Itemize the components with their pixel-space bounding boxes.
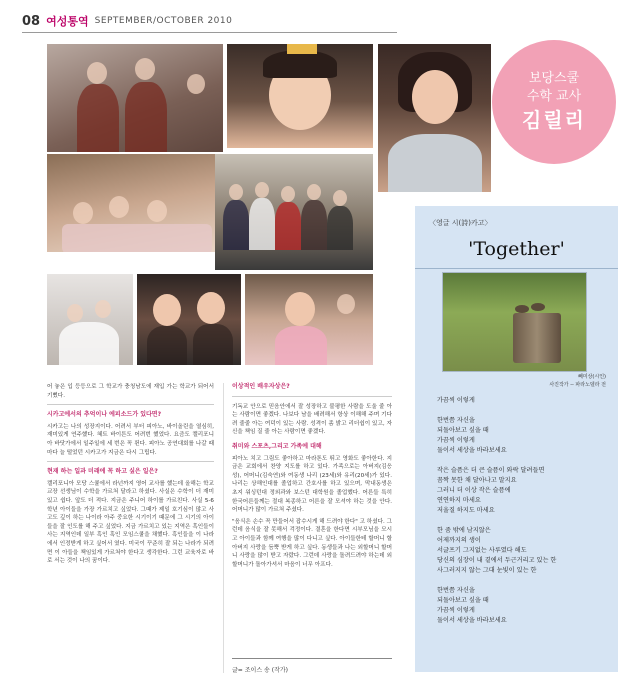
article-author: 글= 조이스 송 (작가)	[232, 667, 289, 674]
section-divider	[47, 461, 214, 462]
header-rule	[22, 32, 397, 33]
article-intro: 어 놓은 입 등등으로 그 학교가 충청남도에 재입 가는 학교가 되어서 기뻤다.	[47, 384, 214, 399]
section-paragraph: 기독교 안으로 믿음안에서 잘 성장하고 불평한 사람을 도울 줄 아는 사람이면 좋겠다. 나보다 남을 배려해서 항상 이해해 주며 기다려 줄줄 아는 여덕이 있는 사람. 성격이 좀 밝고 리더쉽이 있고, 자신을 책임 질 줄 아는 사람이면 좋겠다.	[232, 403, 392, 436]
poem-line: 한번쯤 자신을	[437, 587, 475, 594]
poem-line: 사그러지지 않는 그대 눈빛이 있는 한	[437, 567, 537, 574]
profile-role: 수학 교사	[526, 89, 582, 104]
section-heading: 취미와 스포츠,그리고 가족에 대해	[232, 442, 322, 450]
poem-stanza	[437, 416, 607, 456]
section-paragraph: 시카고는 나의 성장지이다. 어려서 부터 피아노, 바이올린을 열심히, 재미있게 연주했다. 혜트 바이튼도 어려번 했었다. 요즘도 캘리포니아 바닷가에서 일주일에 세 번은 꼭 뛴다. 피아노 공연대회를 나갈 때 마다 늘 떨었던 시카고가 지금은 다시 그립다.	[47, 423, 214, 456]
poem-line: 되돌아보고 싶을 때	[437, 597, 489, 604]
poem-label: 〈영글 시(詩)카고〉	[429, 219, 492, 227]
poem-line: 되돌아보고 싶을 때	[437, 427, 489, 434]
section-heading: 이상적인 배우자상은?	[232, 383, 290, 390]
photo-orchestra	[47, 44, 223, 152]
bird-icon	[515, 305, 529, 313]
section-paragraph: "음식은 손수 꼭 만들어서 잡수시게 해 드려야 한다" 고 하셨다. 그런데 음식을 잘 못해서 걱정이다. 결혼을 한다면 시부모님을 모시고 아이들과 함께 여행을 많이 다니고 싶다. 아이들한테 할머니 할아버지 사랑을 듬뿍 받게 하고 싶다. 동생들과 나는 외할머니 할머니 사랑을 많이 받고 자랐다. 그런데 사랑을 돌려드려야 하는데 외할머니가 돌아가셔서 마음이 너무 아프다.	[232, 518, 392, 568]
photo-young-girl	[245, 274, 373, 365]
poem-line: 어제까지의 생이	[437, 537, 481, 544]
poem-line: 둘이서 세상을 바라보세요	[437, 447, 507, 454]
section-divider	[232, 396, 392, 397]
poem-line: 가끔씩 이렇게	[437, 437, 475, 444]
poem-stanzas	[437, 396, 607, 636]
poem-title-rule	[415, 268, 618, 269]
poem-stanza	[437, 396, 607, 406]
poem-line: 가끔씩 이렇게	[437, 607, 475, 614]
author-rule	[232, 658, 392, 659]
poem-line: 가끔씩 이렇게	[437, 397, 475, 404]
poem-line: 그러니 더 이상 작은 슬픔에	[437, 487, 511, 494]
article-column-1	[47, 383, 214, 569]
photo-birthday-party	[47, 154, 223, 252]
page-number: 08	[22, 13, 41, 29]
poem-line: 꼼짝 못한 채 달아나고 말지요	[437, 477, 517, 484]
poem-line: 서글프기 그지없는 사루였다 해도	[437, 547, 527, 554]
poem-line: 저울질 하지도 마세요	[437, 507, 495, 514]
poem-line: 작은 슬픔은 더 큰 슬픔이 와락 달려들면	[437, 467, 545, 474]
bird-icon	[531, 303, 545, 311]
poem-caption-author: 빼미상(시인)	[577, 374, 606, 380]
issue-date: SEPTEMBER/OCTOBER 2010	[94, 16, 233, 26]
profile-name: 김릴리	[522, 108, 586, 132]
profile-school: 보당스쿨	[528, 71, 580, 86]
article-column-2	[232, 383, 392, 572]
section-heading: 시카고에서의 추억이나 에피소드가 있다면?	[47, 411, 162, 419]
profile-badge	[492, 40, 616, 164]
section-heading: 현재 하는 일과 미래에 꼭 하고 싶은 일은?	[47, 468, 158, 476]
poem-box	[415, 206, 618, 672]
photo-child-portrait	[227, 44, 373, 148]
stump-shape	[513, 313, 561, 363]
poem-line: 당신의 심장이 내 곁에서 두근거리고 있는 한	[437, 557, 557, 564]
poem-stanza	[437, 586, 607, 626]
photo-birds-on-stump	[442, 272, 587, 372]
section-paragraph: 캘리포니아 모당 스쿨에서 라넌까지 영어 교사를 했는데 올해는 학교 교장 선생님이 수학을 가르쳐 달라고 하셨다. 사실은 수학이 더 재미있고 쉽다. 앞도 더 적다. 지금은 주니어 하이를 가르친다. 사실 5-6학년 아이들을 가장 가르치고 싶었다. 그때가 제일 호기심이 많고 사고도 깊이 하는 나이라 아주 중요한 시기이기 때문에 그 시기의 아이들을 잘 인도를 해 주고 싶었다. 지금 가르치고 있는 지역은 흑인들이 사는 지역인데 일부 흑인 혹인 모임스쿨을 채했다. 흑인들을 이 나라에서 인정받게 하고 싶어서 였다. 미국이 꾸준히 잘 되는 나라가 되려면 이 아들을 책임있게 가르쳐야 한다고 생각한다. 그런 교육자로 바로 서는 것이 나의 꿈이다.	[47, 480, 214, 565]
poem-stanza	[437, 466, 607, 516]
poem-line: 한번쯤 자신을	[437, 417, 475, 424]
magazine-logo: 여성통역	[46, 15, 89, 28]
page-header	[22, 12, 232, 30]
poem-line: 연연하지 마세요	[437, 497, 481, 504]
photo-lily-kim	[378, 44, 491, 192]
photo-classroom	[47, 274, 133, 365]
photo-two-women	[137, 274, 241, 365]
poem-title: 'Together'	[468, 238, 565, 260]
photo-stage-performance	[215, 154, 373, 270]
section-paragraph: 피아노 치고 그림도 좋아하고 마라톤도 뛰고 영화도 좋아한다. 지금은 교회에서 찬양 지도를 하고 있다. 가족으로는 아버지(김응성), 어머니(김숙연)와 여동생 나리 (23세)와 유리(20세)가 있다. 나리는 상해인대를 졸업하고 간호사를 하고 있으며, 막내동생은 초지 워싱턴대 정외과와 보스턴 대학원을 졸업했다. 어른들 특히 한국어른들께는 절대 복종하고 어른을 잘 모셔야 하는 것을 안다. 어머니가 많이 가르쳐 주셨다.	[232, 455, 392, 514]
poem-caption-photo: 사진작가 -- 파라노델라 전	[549, 382, 606, 388]
poem-stanza	[437, 526, 607, 576]
column-divider	[223, 383, 224, 673]
poem-line: 둘이서 세상을 바라보세요	[437, 617, 507, 624]
poem-line: 한 줌 밖에 남지않은	[437, 527, 491, 534]
section-divider	[47, 404, 214, 405]
